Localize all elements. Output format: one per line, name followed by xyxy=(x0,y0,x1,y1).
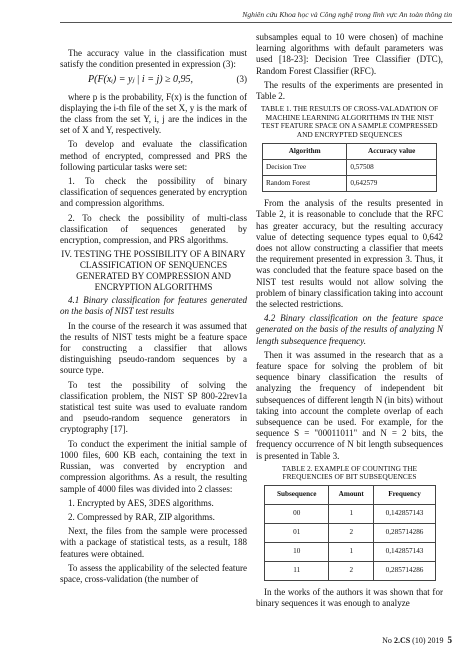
paragraph: In the works of the authors it was shown that for binary sequences it was enough to analyze xyxy=(256,587,443,609)
table-cell: 1 xyxy=(329,505,374,524)
paragraph: In the course of the research it was assumed that the results of NIST tests might be a feature space for constructing a classifier that allows distinguishing pseudo-random sequences by a source type. xyxy=(60,320,247,376)
table-cell: Decision Tree xyxy=(263,159,347,175)
subsection-heading: 4.2 Binary classification on the feature space generated on the basis of the results of analyzing N length subsequence frequency. xyxy=(256,313,443,346)
paragraph: where p is the probability, F(x) is the function of displaying the i-th file of the set X, y is the mark of the class from the set Y, i, j are the indices in the set of X and Y, respectively. xyxy=(60,91,247,136)
page-footer xyxy=(382,635,452,645)
footer-year: (10) 2019 xyxy=(410,636,444,645)
header-rule xyxy=(60,22,452,23)
table-header: Algorithm xyxy=(263,143,347,159)
list-item: 1. Encrypted by AES, 3DES algorithms. xyxy=(68,497,214,508)
paragraph: The accuracy value in the classification must satisfy the condition presented in expression (3): xyxy=(60,48,247,70)
footer-issue: 2.CS xyxy=(393,636,411,645)
table-cell: 0,142857143 xyxy=(374,505,436,524)
table2 xyxy=(264,485,436,581)
table1 xyxy=(262,143,437,193)
paragraph: The results of the experiments are presented in Table 2. xyxy=(256,79,443,102)
page-number: 5 xyxy=(447,635,452,645)
paragraph: Next, the files from the sample were processed with a package of statistical tests, as a result, 188 features were obtained. xyxy=(60,526,247,559)
table-cell: 1 xyxy=(329,543,374,562)
table-cell: 0,142857143 xyxy=(374,543,436,562)
equation-number: (3) xyxy=(236,74,247,85)
paragraph: 1. To check the possibility of binary classification of sequences generated by encryption and compression algorithms. xyxy=(60,176,247,209)
table2-caption: TABLE 2. EXAMPLE OF COUNTING THE FREQUENCIES OF BIT SUBSEQUENCES xyxy=(281,463,418,482)
table-cell: 0,642579 xyxy=(347,176,437,192)
table-cell: 2 xyxy=(329,524,374,543)
subsection-heading: 4.1 Binary classification for features generated on the basis of NIST test results xyxy=(60,295,247,317)
table-header: Frequency xyxy=(374,486,436,505)
paragraph: To conduct the experiment the initial sample of 1000 files, 600 KB each, containing the text in Russian, was converted by encryption and compression algorithms. As a result, the resulting sample of 4000 files was divided into 2 classes: xyxy=(60,438,247,494)
footer-prefix: No xyxy=(382,636,394,645)
paragraph: From the analysis of the results presented in Table 2, it is reasonable to conclude that the RFC has greater accuracy, but the resulting accuracy value of detecting sequence types equal to 0,642 does not allow constructing a classifier that meets the requirement presented in expression 3. Thus, it was concluded that the feature space based on the NIST test results would not allow solving the problem of binary classification taking into account the selected restrictions. xyxy=(256,198,443,310)
table-cell: 0,285714286 xyxy=(374,562,436,581)
table-header: Accuracy value xyxy=(347,143,437,159)
table-row xyxy=(263,159,437,175)
table-cell: 0,57508 xyxy=(347,159,437,175)
table-cell: 00 xyxy=(265,505,329,524)
table-header: Subsequence xyxy=(265,486,329,505)
paragraph: To test the possibility of solving the classification problem, the NIST SP 800-22rev1a statistical test suite was used to evaluate random and pseudo-random sequence generators in cryptography [17]. xyxy=(60,379,247,435)
table-cell: Random Forest xyxy=(263,176,347,192)
table-row xyxy=(265,524,436,543)
table-cell: 2 xyxy=(329,562,374,581)
table-row xyxy=(265,543,436,562)
equation-formula: P(F(xᵢ) = yⱼ | i = j) ≥ 0,95, xyxy=(88,74,194,86)
paragraph: To assess the applicability of the selected feature space, cross-validation (the number of xyxy=(60,562,247,584)
list-item: 2. Compressed by RAR, ZIP algorithms. xyxy=(68,511,215,522)
table-header: Amount xyxy=(329,486,374,505)
table1-caption: TABLE 1. THE RESULTS OF CROSS-VALADATION OF MACHINE LEARNING ALGORITHMS IN THE NIST TEST FEATURE SPACE ON A SAMPLE COMPRESSED AND ENCRYPTED SEQUENCES xyxy=(260,104,439,139)
table-cell: 11 xyxy=(265,562,329,581)
section-heading: IV. TESTING THE POSSIBILITY OF A BINARY CLASSIFICATION OF SENQUENCES GENERATED BY COMPRESSION AND ENCRYPTION ALGORITHMS xyxy=(61,249,246,293)
table-row xyxy=(265,562,436,581)
table-cell: 01 xyxy=(265,524,329,543)
table-cell: 0,285714286 xyxy=(374,524,436,543)
paragraph: Then it was assumed in the research that as a feature space for solving the problem of bit sequence binary classification the results of analyzing the frequency of independent bit subsequences of different length N (in bits) without taking into account the complete overlap of each subsequence can be used. For example, for the sequence S = "00011011" and N = 2 bits, the frequency occurrence of N bit length subsequences is presented in Table 3. xyxy=(256,349,443,461)
paragraph: 2. To check the possibility of multi-class classification of sequences generated by encryption, compression, and PRS algorithms. xyxy=(60,212,247,246)
left-column xyxy=(60,48,247,588)
running-header: Nghiên cứu Khoa học và Công nghệ trong lĩnh vực An toàn thông tin xyxy=(242,10,452,19)
table-row xyxy=(263,176,437,192)
table-cell: 10 xyxy=(265,543,329,562)
paragraph: To develop and evaluate the classification method of encrypted, compressed and PRS the following particular tasks were set: xyxy=(60,139,247,172)
equation-3 xyxy=(60,74,247,85)
paragraph: subsamples equal to 10 were chosen) of machine learning algorithms with default parameters was used [18-23]: Decision Tree Classifier (DTC), Random Forest Classifier (RFC). xyxy=(256,32,443,76)
table-row xyxy=(265,505,436,524)
right-column xyxy=(256,32,443,612)
